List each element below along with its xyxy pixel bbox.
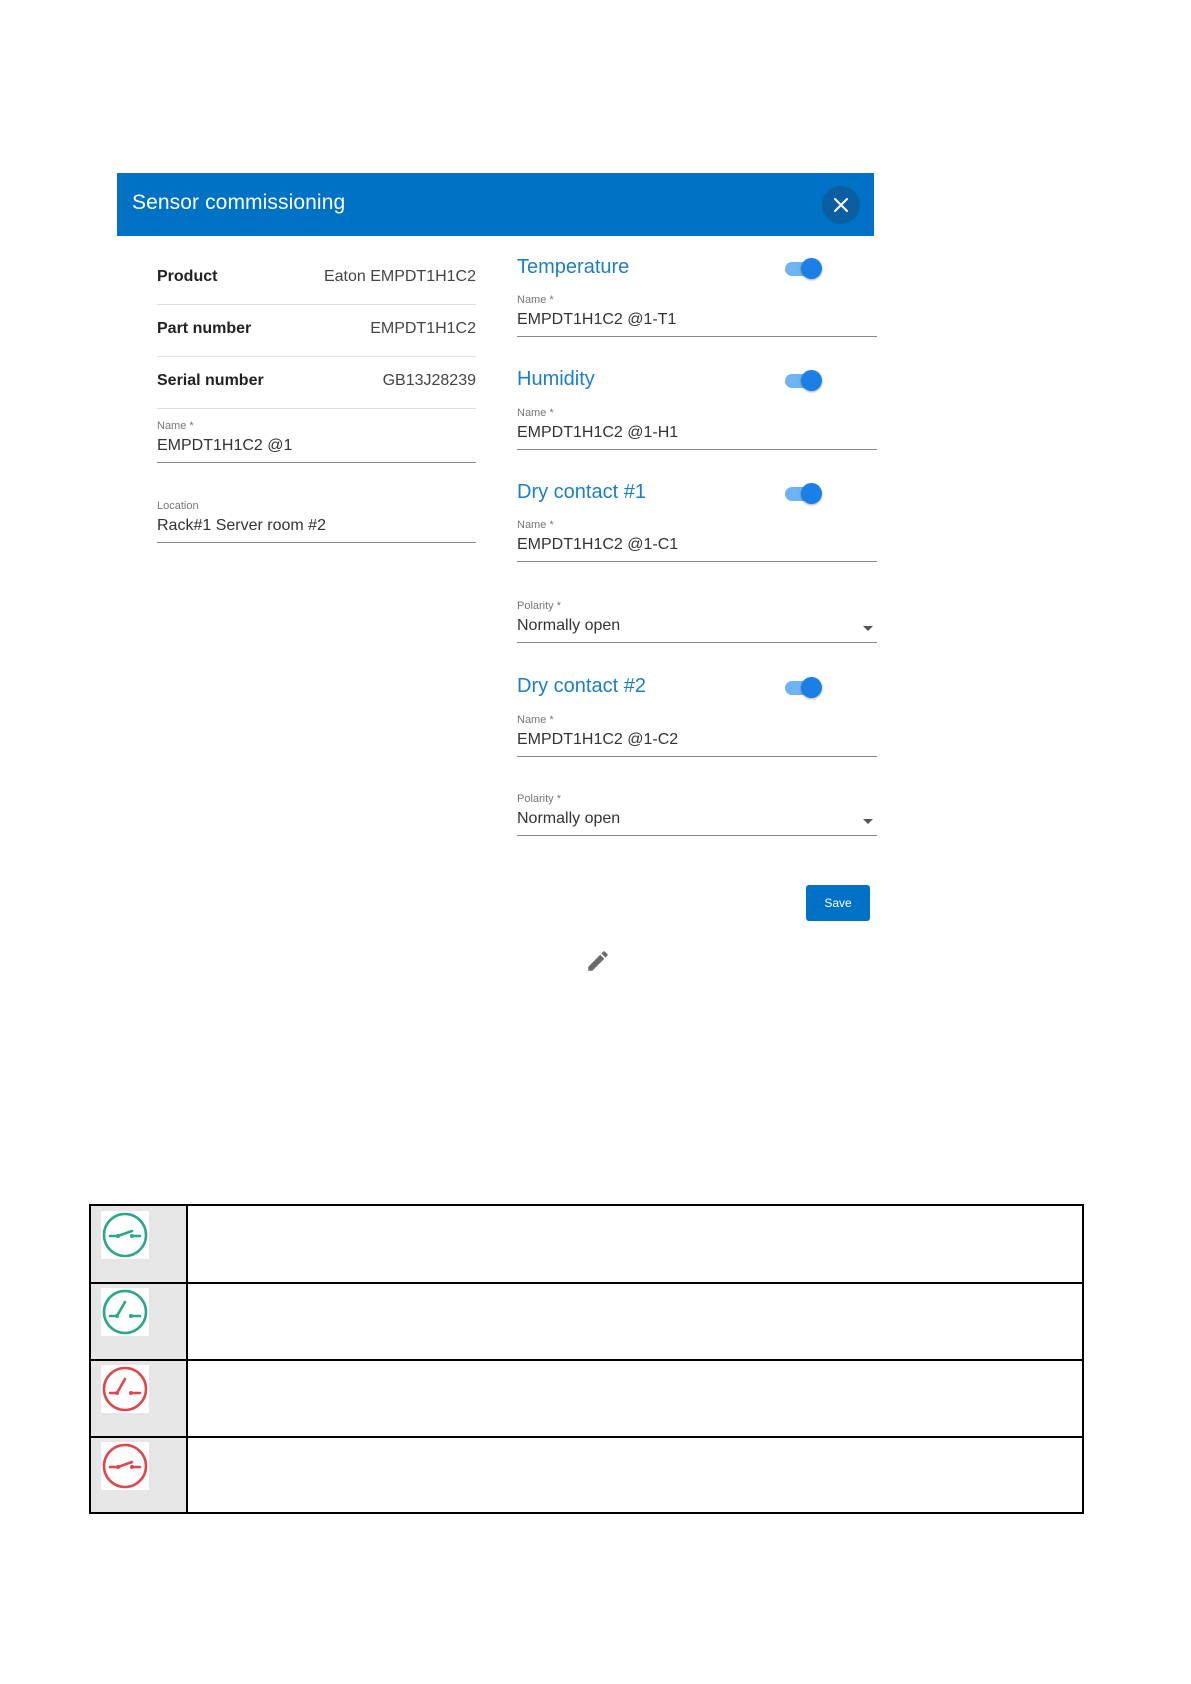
temperature-name-label: Name *	[517, 294, 554, 306]
contact-state-legend-table	[89, 1204, 1084, 1514]
close-icon	[833, 197, 849, 213]
dry-contact-1-title: Dry contact #1	[517, 481, 646, 503]
row-divider	[91, 1282, 1082, 1284]
pencil-icon[interactable]	[585, 948, 611, 974]
dry-contact-1-name-field[interactable]	[517, 519, 877, 562]
dry-contact-1-name-label: Name *	[517, 519, 554, 531]
location-field-value: Rack#1 Server room #2	[157, 517, 326, 534]
dry-contact-1-name-value: EMPDT1H1C2 @1-C1	[517, 536, 679, 553]
dry-contact-2-name-value: EMPDT1H1C2 @1-C2	[517, 731, 679, 748]
serial-number-label: Serial number	[157, 372, 264, 389]
dropdown-caret-icon	[863, 819, 873, 824]
dry-contact-1-polarity-value: Normally open	[517, 617, 621, 634]
dry-contact-2-polarity-select[interactable]	[517, 793, 877, 836]
name-field-value: EMPDT1H1C2 @1	[157, 437, 293, 454]
humidity-name-value: EMPDT1H1C2 @1-H1	[517, 424, 679, 441]
dry-contact-2-name-label: Name *	[517, 714, 554, 726]
temperature-name-value: EMPDT1H1C2 @1-T1	[517, 311, 677, 328]
contact-open-green-icon	[101, 1211, 149, 1259]
temperature-toggle[interactable]	[785, 255, 821, 281]
temperature-title: Temperature	[517, 256, 630, 278]
dry-contact-1-polarity-label: Polarity *	[517, 600, 562, 612]
sensor-commissioning-dialog	[117, 173, 874, 953]
contact-closed-green-icon	[101, 1288, 149, 1336]
dry-contact-2-polarity-value: Normally open	[517, 810, 621, 827]
contact-open-red-icon	[101, 1442, 149, 1490]
dry-contact-1-toggle[interactable]	[785, 480, 821, 506]
location-field[interactable]	[157, 500, 476, 543]
product-value: Eaton EMPDT1H1C2	[323, 268, 476, 285]
dialog-header	[117, 173, 874, 236]
dry-contact-2-polarity-label: Polarity *	[517, 793, 562, 805]
product-label: Product	[157, 268, 218, 285]
humidity-title: Humidity	[517, 368, 595, 390]
dialog-title: Sensor commissioning	[132, 191, 346, 214]
humidity-name-field[interactable]	[517, 407, 877, 450]
info-row-serial-number	[157, 356, 476, 409]
part-number-value: EMPDT1H1C2	[370, 320, 476, 337]
save-button[interactable]: Save	[806, 885, 870, 921]
name-field-label: Name *	[157, 420, 194, 432]
close-button[interactable]	[822, 186, 860, 224]
info-row-product	[157, 252, 476, 305]
dropdown-caret-icon	[863, 626, 873, 631]
contact-closed-red-icon	[101, 1365, 149, 1413]
dry-contact-2-title: Dry contact #2	[517, 675, 646, 697]
humidity-name-label: Name *	[517, 407, 554, 419]
toggle-knob	[801, 677, 822, 698]
dry-contact-2-name-field[interactable]	[517, 714, 877, 757]
info-row-part-number	[157, 304, 476, 357]
dry-contact-2-toggle[interactable]	[785, 674, 821, 700]
serial-number-value: GB13J28239	[382, 372, 476, 389]
row-divider	[91, 1359, 1082, 1361]
humidity-toggle[interactable]	[785, 367, 821, 393]
part-number-label: Part number	[157, 320, 252, 337]
name-field[interactable]	[157, 420, 476, 463]
toggle-knob	[801, 483, 822, 504]
toggle-knob	[801, 370, 822, 391]
location-field-label: Location	[157, 500, 199, 512]
dry-contact-1-polarity-select[interactable]	[517, 600, 877, 643]
temperature-name-field[interactable]	[517, 294, 877, 337]
row-divider	[91, 1436, 1082, 1438]
toggle-knob	[801, 258, 822, 279]
